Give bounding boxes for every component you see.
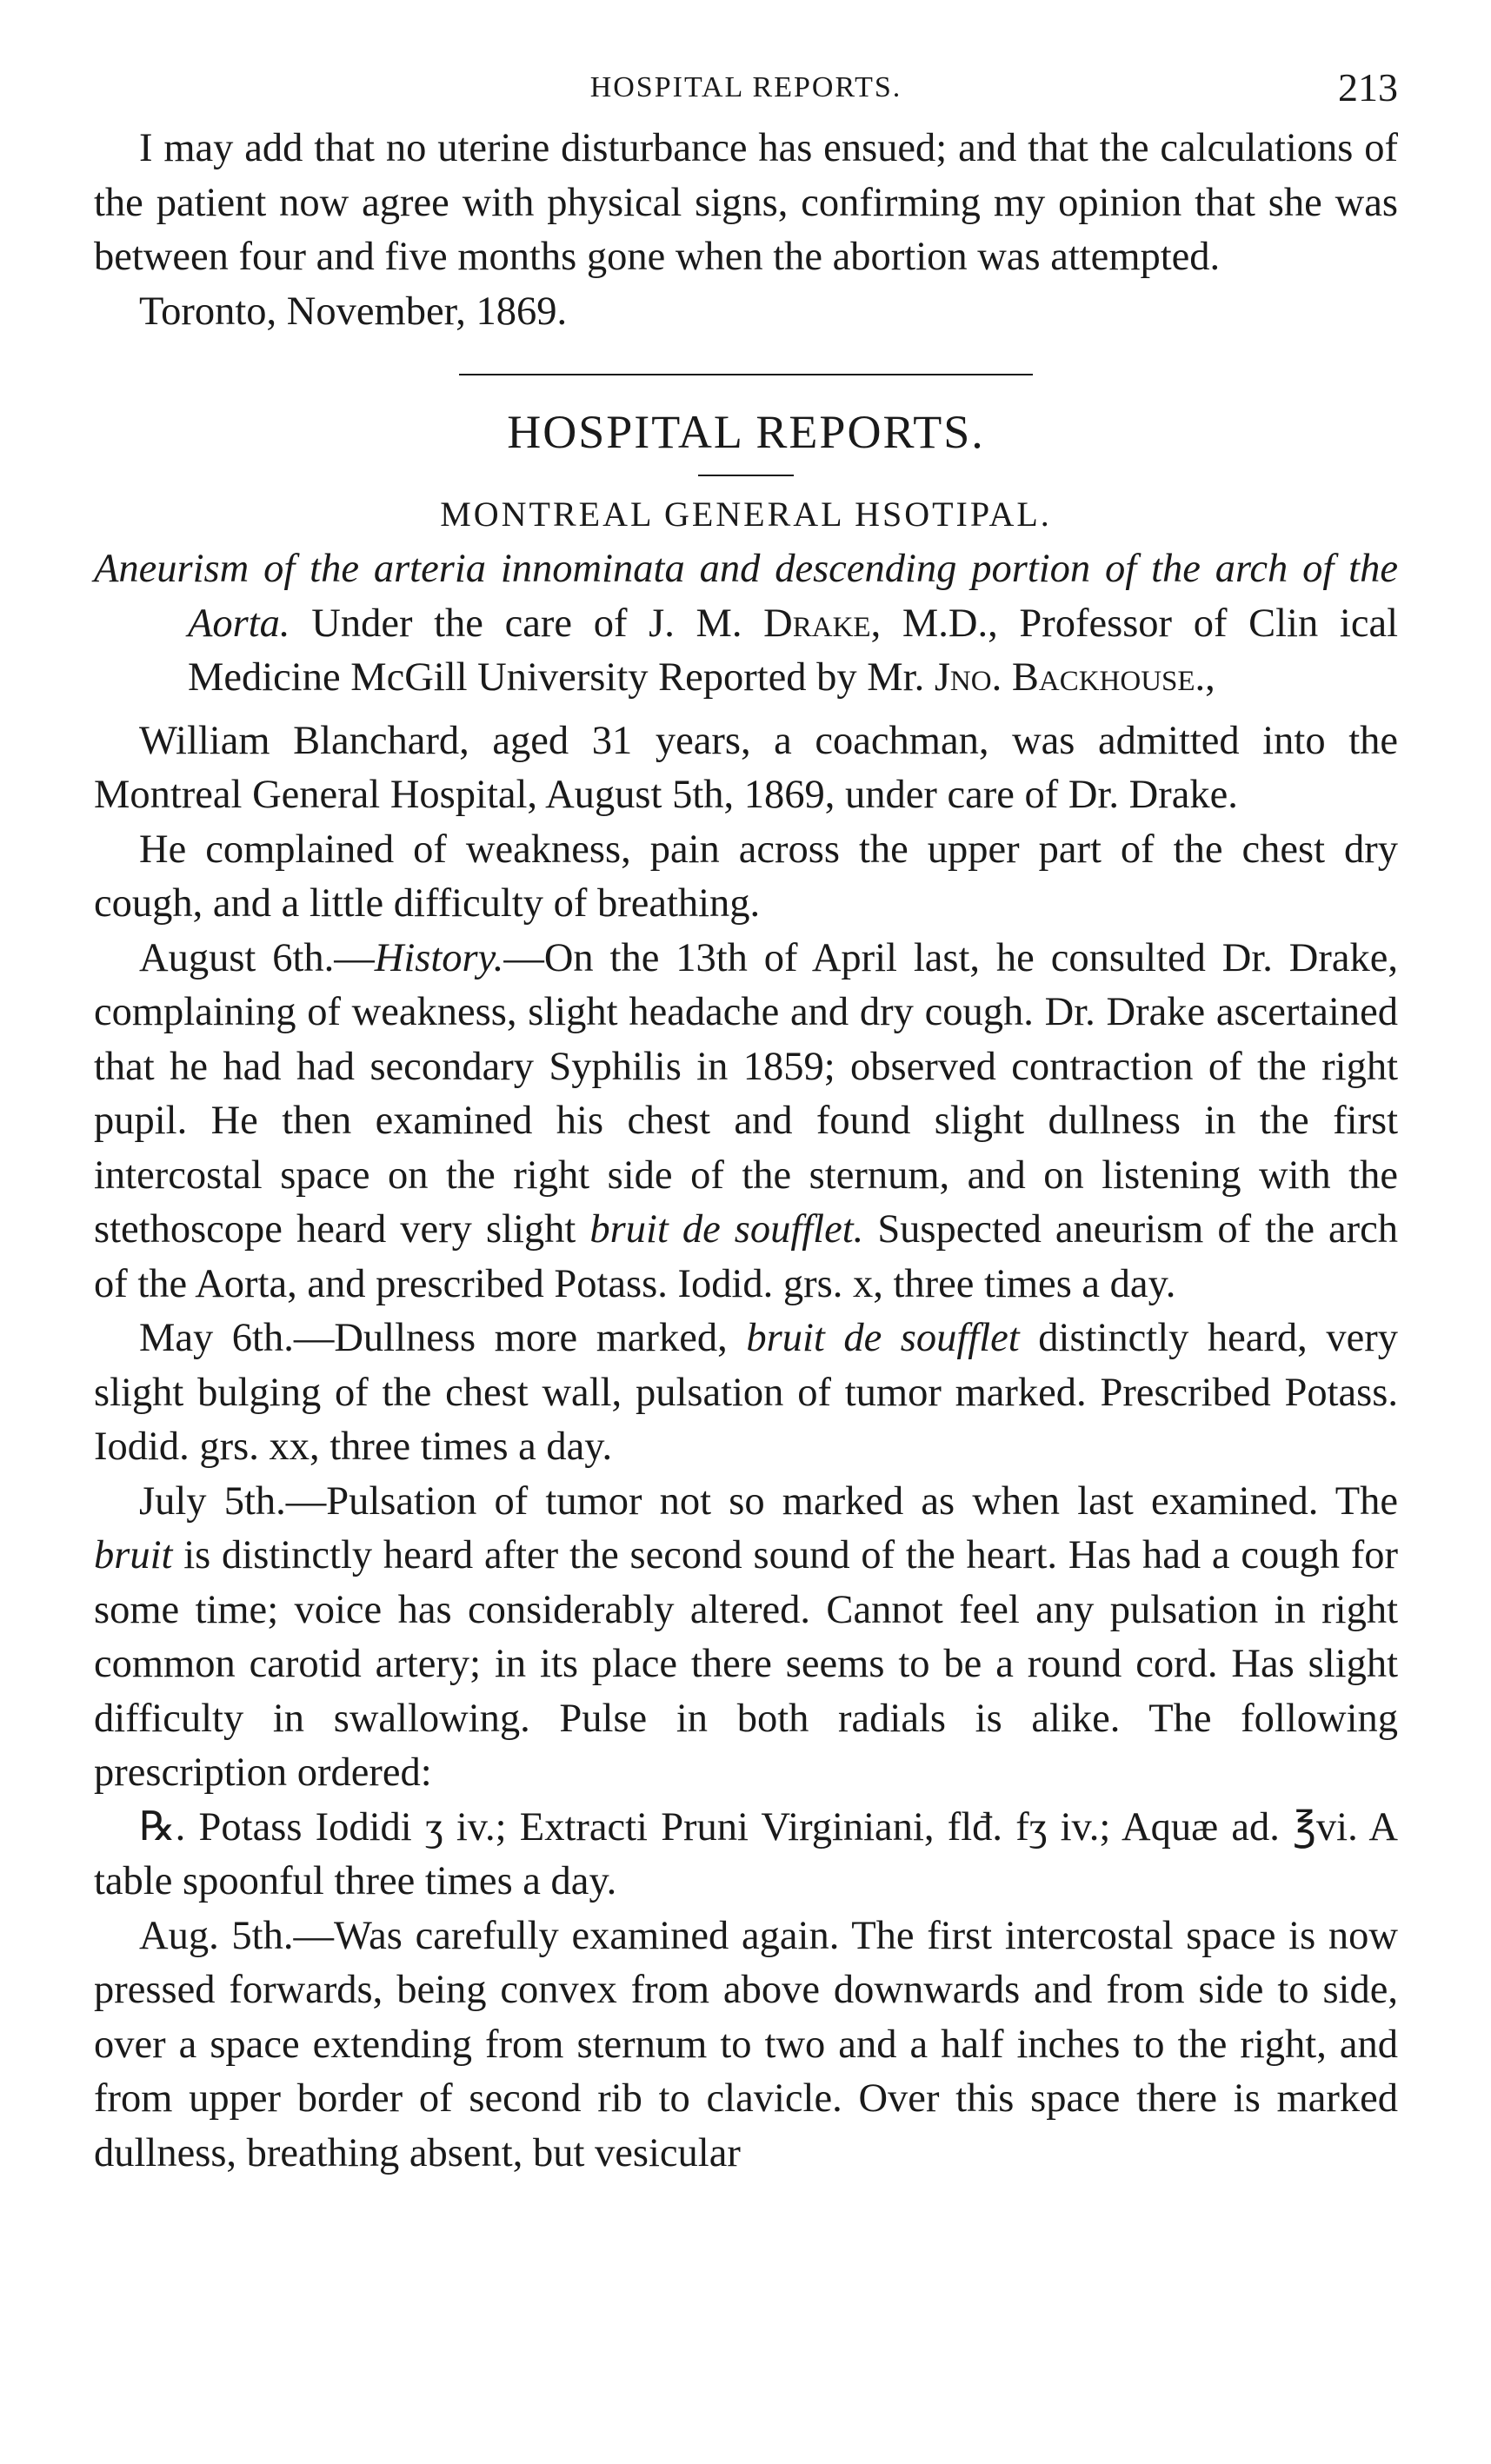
july-bruit: bruit: [94, 1533, 173, 1577]
case-byline-end: ,: [1205, 655, 1215, 700]
case-byline-b: , M.D., Professor of Clin ical Medicine McGill University Reported by Mr.: [188, 601, 1399, 700]
history-date: August 6th.—: [139, 935, 375, 980]
reporter-first-name: Jno.: [934, 655, 1002, 700]
section-divider: [459, 374, 1033, 375]
hospital-name: MONTREAL GENERAL HSOTIPAL.: [440, 495, 1052, 534]
paragraph-admission: William Blanchard, aged 31 years, a coachman, was admitted into the Montreal General Hospital, August 5th, 1869, under care of Dr. Drake.: [94, 718, 1398, 817]
paragraph-may: [94, 1312, 1398, 1475]
may-bruit: bruit de soufflet: [746, 1316, 1020, 1360]
history-bruit: bruit de soufflet.: [589, 1207, 864, 1252]
section-title: HOSPITAL REPORTS.: [507, 406, 985, 458]
reporter-surname: Backhouse.: [1011, 655, 1206, 700]
july-text-a: July 5th.—Pulsation of tumor not so marked as when last examined. The: [139, 1478, 1398, 1524]
title-underline: [698, 475, 794, 476]
may-text-b: distinctly heard, very slight bulging of the chest wall, pulsation of tumor marked. Prescribed Potass. Iodid. grs. xx, three times a day.: [94, 1316, 1398, 1469]
book-page: [94, 52, 1398, 2181]
running-head-title: HOSPITAL REPORTS.: [589, 71, 902, 103]
case-title: Aneurism of the arteria innominata and descending portion of the arch of the Aorta.: [94, 547, 1398, 646]
physician-surname: Drake: [763, 601, 871, 646]
history-text-b: Suspected aneurism of the arch of the Aorta, and prescribed Potass. Iodid. grs. x, three times a day.: [94, 1207, 1399, 1306]
paragraph-august: Aug. 5th.—Was carefully examined again. The first intercostal space is now pressed forwards, being convex from above downwards and from side to side, over a space extending from sternum to two and a half inches to the right, and from upper border of second rib to clavicle. Over this space there is marked dullness, breathing absent, but vesicular: [94, 1913, 1398, 2175]
paragraph-history: [94, 932, 1398, 1312]
history-label: History.: [374, 935, 504, 980]
case-byline-a: Under the care of J. M.: [311, 601, 742, 646]
paragraph-prescription: ℞. Potass Iodidi ʒ iv.; Extracti Pruni Virginiani, flđ. fʒ iv.; Aquæ ad. ℥vi. A table spoonful three times a day.: [94, 1804, 1398, 1903]
running-head: [94, 52, 1398, 122]
may-text-a: May 6th.—Dullness more marked,: [139, 1316, 747, 1360]
paragraph-july: [94, 1475, 1398, 1801]
paragraph-complaint: He complained of weakness, pain across the upper part of the chest dry cough, and a little difficulty of breathing.: [94, 827, 1398, 926]
history-text-a: —On the 13th of April last, he consulted Dr. Drake, complaining of weakness, slight headache and dry cough. Dr. Drake ascertained that he had had secondary Syphilis in 1859; observed contraction of the right pupil. He then examined his chest and found slight dullness in the first intercostal space on the right side of the sternum, and on listening with the stethoscope heard very slight: [94, 935, 1399, 1252]
case-heading: [94, 542, 1398, 706]
page-number: 213: [1338, 65, 1398, 110]
july-text-b: is distinctly heard after the second sound of the heart. Has had a cough for some time; voice has considerably altered. Cannot feel any pulsation in right common carotid artery; in its place there seems to be a round cord. Has slight difficulty in swallowing. Pulse in both radials is alike. The following prescription ordered:: [94, 1533, 1398, 1795]
closing-paragraph: I may add that no uterine disturbance has ensued; and that the calculations of the patient now agree with physical signs, confirming my opinion that she was between four and five months gone when the abortion was attempted.: [94, 126, 1398, 279]
article-signoff: Toronto, November, 1869.: [139, 289, 568, 334]
